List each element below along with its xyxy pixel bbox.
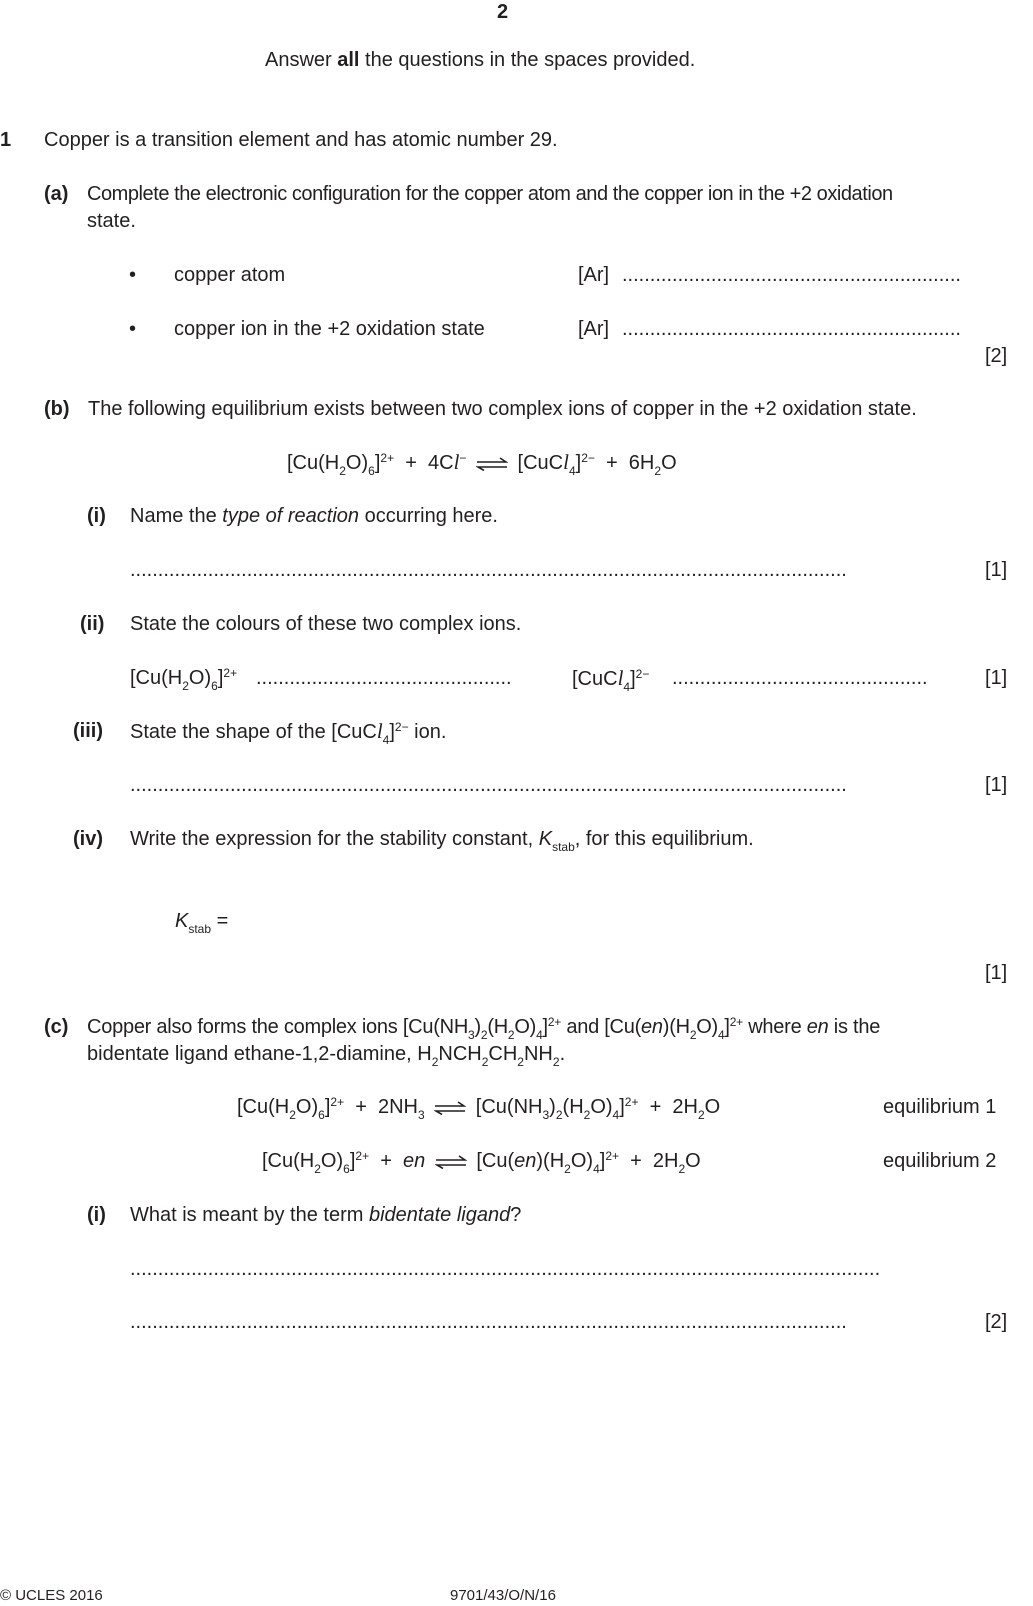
hexaaqua-colour-answer-line[interactable]: .............................................. (256, 667, 512, 689)
instruction (265, 50, 695, 70)
question-number: 1 (0, 129, 12, 151)
copper-ion-answer-line[interactable]: ............................................................. (622, 318, 961, 340)
bullet: • (129, 318, 137, 340)
copper-ion-label: copper ion in the +2 oxidation state (174, 318, 485, 340)
k-subscript: stab (188, 922, 212, 936)
instruction-pre: Answer (265, 49, 338, 71)
footer-copyright: © UCLES 2016 (0, 1587, 103, 1604)
text: is the (828, 1016, 881, 1038)
copper-ion-prefix: [Ar] (578, 318, 610, 340)
k-symbol: K (538, 828, 553, 850)
copper-atom-prefix: [Ar] (578, 264, 610, 286)
part-c-label: (c) (44, 1016, 69, 1038)
page-number: 2 (497, 1, 509, 23)
equals: = (211, 910, 229, 932)
copper-atom-label: copper atom (174, 264, 286, 286)
part-c-text-line2: bidentate ligand ethane-1,2-diamine, $H_2NCH_2CH_2NH_2$. (87, 1043, 566, 1069)
part-b-i-text (130, 506, 498, 526)
equilibrium-arrow-icon (435, 1155, 467, 1169)
part-b-ii-marks: [1] (985, 667, 1008, 689)
k-stab-answer[interactable] (175, 910, 229, 936)
k-subscript: stab (552, 840, 575, 854)
part-b-iii-text: State the shape of the [CuCl$_4$]$^{2-}$ ion. (130, 719, 447, 747)
text: State the shape of the [CuC (130, 721, 377, 743)
part-b-iv-label: (iv) (73, 828, 103, 850)
equilibrium-1-label: equilibrium 1 (883, 1096, 997, 1118)
part-b-iv-marks: [1] (985, 962, 1008, 984)
part-a-marks: [2] (985, 345, 1008, 367)
instruction-post: the questions in the spaces provided. (359, 49, 696, 71)
text: , for this equilibrium. (574, 828, 754, 850)
part-c-i-label: (i) (87, 1204, 106, 1226)
part-b-i-answer-line[interactable]: ................................................................................................................................. (130, 559, 847, 581)
part-b-ii-label: (ii) (80, 613, 105, 635)
text: What is meant by the term (130, 1204, 369, 1226)
text: ion. (408, 721, 447, 743)
text: bidentate ligand ethane-1,2-diamine, H (87, 1043, 432, 1065)
text-italic: en (641, 1016, 663, 1038)
part-c-i-answer-line-2[interactable]: ................................................................................................................................. (130, 1311, 847, 1333)
part-a-text-line1: Complete the electronic configuration for the copper atom and the copper ion in the +2 oxidation (87, 183, 893, 205)
text: occurring here. (359, 505, 498, 527)
text: and [Cu( (566, 1016, 642, 1038)
tetrachloro-colour-answer-line[interactable]: .............................................. (672, 667, 928, 689)
text: )(H (662, 1016, 690, 1038)
text-italic: type of reaction (222, 505, 360, 527)
text: ? (510, 1204, 522, 1226)
question-intro: Copper is a transition element and has atomic number 29. (44, 129, 558, 151)
copper-atom-answer-line[interactable]: ............................................................. (622, 264, 961, 286)
part-b-iii-marks: [1] (985, 774, 1008, 796)
bullet: • (129, 264, 137, 286)
equilibrium-arrow-icon (476, 457, 508, 471)
text: where (742, 1016, 807, 1038)
part-b-i-marks: [1] (985, 559, 1008, 581)
tetrachloro-ion-formula: [CuCl$_4$]$^{2-}$ (572, 666, 650, 694)
text: Copper also forms the complex ions [Cu(NH (87, 1016, 469, 1038)
part-c-text-line1: Copper also forms the complex ions $[Cu(NH_3)_2(H_2O)_4]^{2+}$ and $[Cu(en)(H_2O)_4]^{2+}$ where en is the (87, 1015, 881, 1042)
text: Write the expression for the stability constant, (130, 828, 539, 850)
equilibrium-2-equation: $[Cu(H_2O)_6]^{2+}$ + en $[Cu(en)(H_2O)_4]^{2+} + 2H_2O$ (262, 1149, 701, 1176)
part-c-i-answer-line-1[interactable]: ....................................................................................................................................... (130, 1258, 881, 1280)
footer-code: 9701/43/O/N/16 (450, 1587, 556, 1604)
text-italic: bidentate ligand (368, 1204, 511, 1226)
instruction-bold: all (337, 49, 360, 71)
equilibrium-1-equation: $[Cu(H_2O)_6]^{2+} + 2NH_3$ $[Cu(NH_3)_2(H_2O)_4]^{2+} + 2H_2O$ (237, 1095, 721, 1122)
equilibrium-2-label: equilibrium 2 (883, 1150, 997, 1172)
equilibrium-arrow-icon (434, 1101, 466, 1115)
text: Name the (130, 505, 223, 527)
part-b-ii-text: State the colours of these two complex ions. (130, 613, 522, 635)
part-b-text: The following equilibrium exists between two complex ions of copper in the +2 oxidation state. (88, 398, 917, 420)
part-b-iii-answer-line[interactable]: ................................................................................................................................. (130, 774, 847, 796)
equilibrium-equation: $[Cu(H_2O)_6]^{2+} + 4Cl^-$ [CuCl$_4$]$^{2-}$ + $6H_2O$ (287, 450, 677, 478)
k-symbol: K (175, 910, 189, 932)
part-b-iv-text (130, 828, 754, 854)
part-b-iii-label: (iii) (73, 720, 103, 742)
text-italic: en (806, 1016, 829, 1038)
part-b-label: (b) (44, 398, 70, 420)
part-c-i-text (130, 1205, 521, 1225)
part-a-text-line2: state. (87, 210, 136, 232)
part-a-label: (a) (44, 183, 69, 205)
part-b-i-label: (i) (87, 505, 106, 527)
part-c-i-marks: [2] (985, 1311, 1008, 1333)
hexaaqua-ion-formula: $[Cu(H_2O)_6]^{2+}$ (130, 666, 238, 693)
